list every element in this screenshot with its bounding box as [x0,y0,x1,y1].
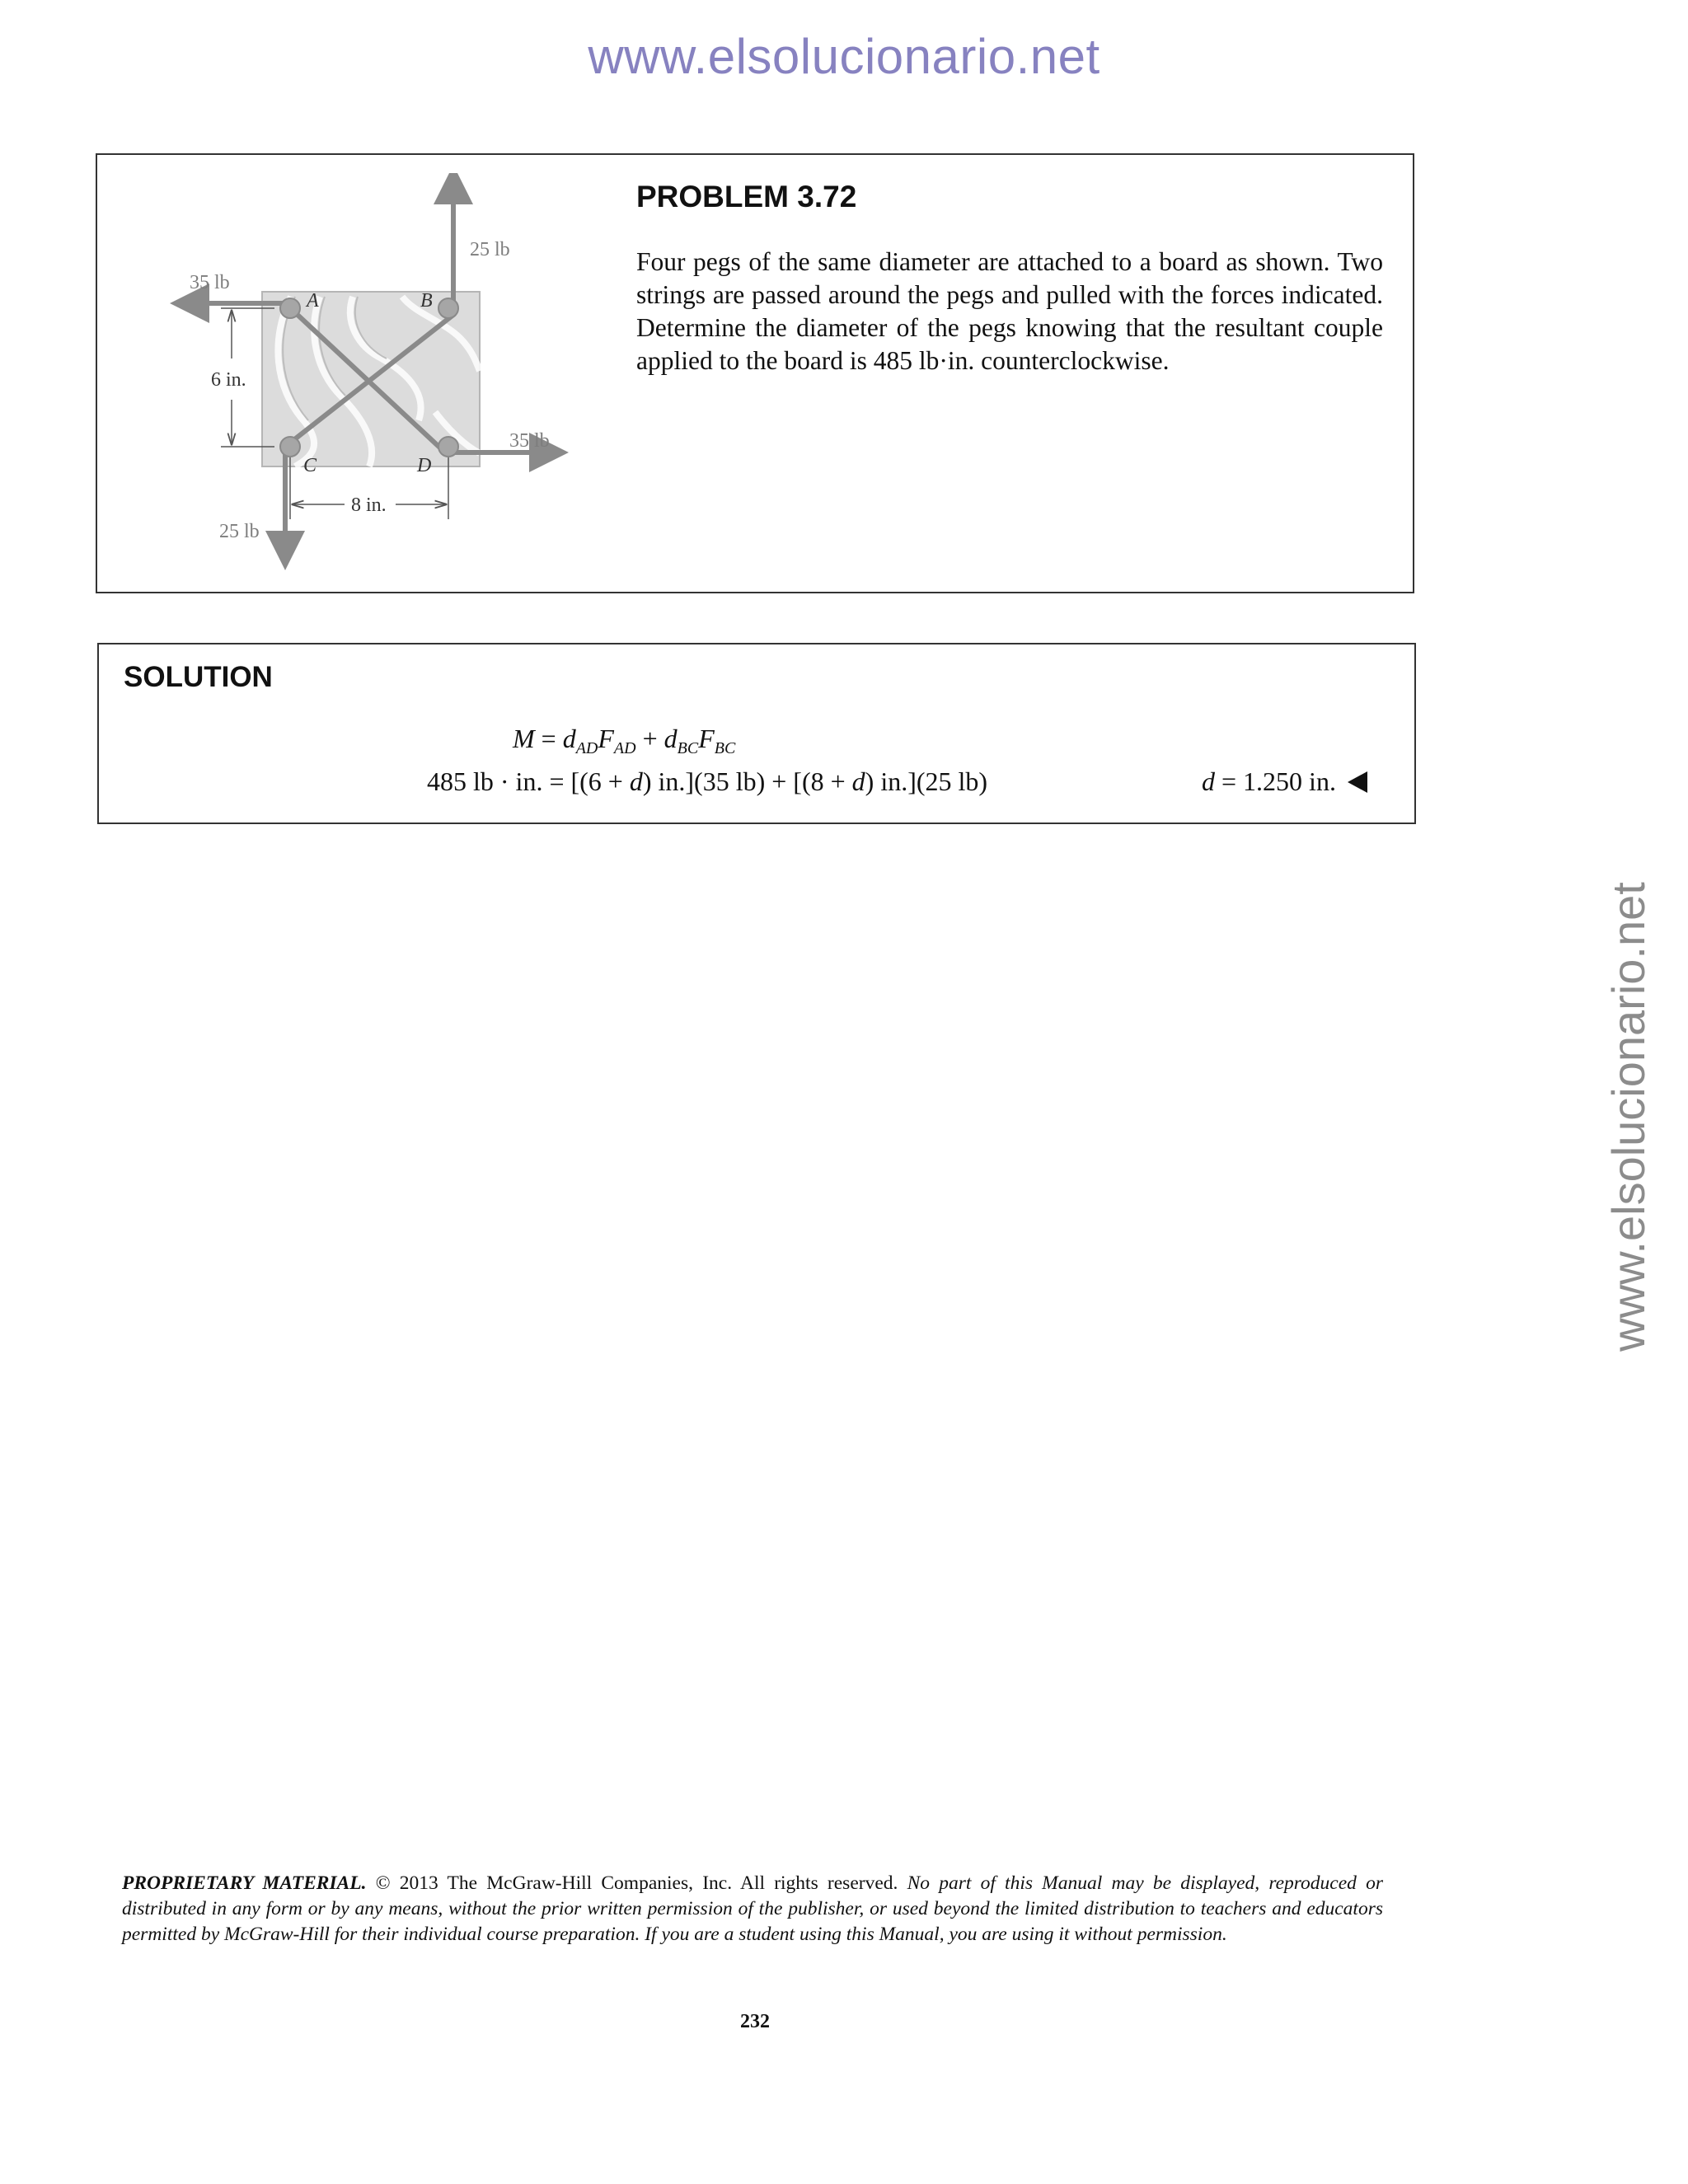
label-force-right: 35 lb [509,430,550,452]
problem-text: Four pegs of the same diameter are attached to a board as shown. Two strings are passed around the pegs and pulled with the forces indicated. Determine the diameter of the pegs knowing that the resultant couple applied to the board is 485 lb·in. counterclockwise. [636,247,1383,375]
peg-c [280,437,300,457]
substituted-equation: 485 lb · in. = [(6 + d) in.](35 lb) + [(8 + d) in.](25 lb) [427,766,988,796]
label-force-bottom: 25 lb [219,521,260,542]
watermark-top: www.elsolucionario.net [588,29,1100,84]
peg-b [438,298,458,318]
moment-equation: $M = d_{AD}F_{AD} + d_{BC}F_{BC}$ [513,724,736,757]
peg-d [438,437,458,457]
peg-a [280,298,300,318]
copyright-footer [122,1871,1383,1947]
solution-box [97,643,1416,824]
page-number: 232 [740,2011,770,2032]
problem-title: PROBLEM 3.72 [636,180,857,213]
pegs-board-figure [130,173,691,577]
label-dim-width: 8 in. [351,494,387,516]
footer-normal: © 2013 The McGraw-Hill Companies, Inc. All rights reserved. [366,1872,907,1894]
label-force-left: 35 lb [190,272,230,293]
label-peg-d: D [417,455,432,476]
watermark-side: www.elsolucionario.net [1602,882,1654,1352]
solution-title: SOLUTION [124,661,273,693]
answer-marker-icon [1348,771,1367,793]
label-peg-a: A [307,290,319,312]
label-peg-c: C [303,455,317,476]
label-dim-height: 6 in. [211,369,246,391]
label-force-top: 25 lb [470,239,510,260]
final-answer: d = 1.250 in. [1202,766,1367,797]
footer-italic: No part of this Manual may be displayed, reproduced or distributed in any form or by any means, without the prior written permission of the publisher, or used beyond the limited distribution to teachers and educators permitted by McGraw-Hill for their individual course preparation. If you are a student using this Manual, you are using it without permission. [122,1872,1384,1945]
footer-bold: PROPRIETARY MATERIAL. [122,1872,367,1894]
problem-box [96,153,1414,593]
label-peg-b: B [420,290,433,312]
